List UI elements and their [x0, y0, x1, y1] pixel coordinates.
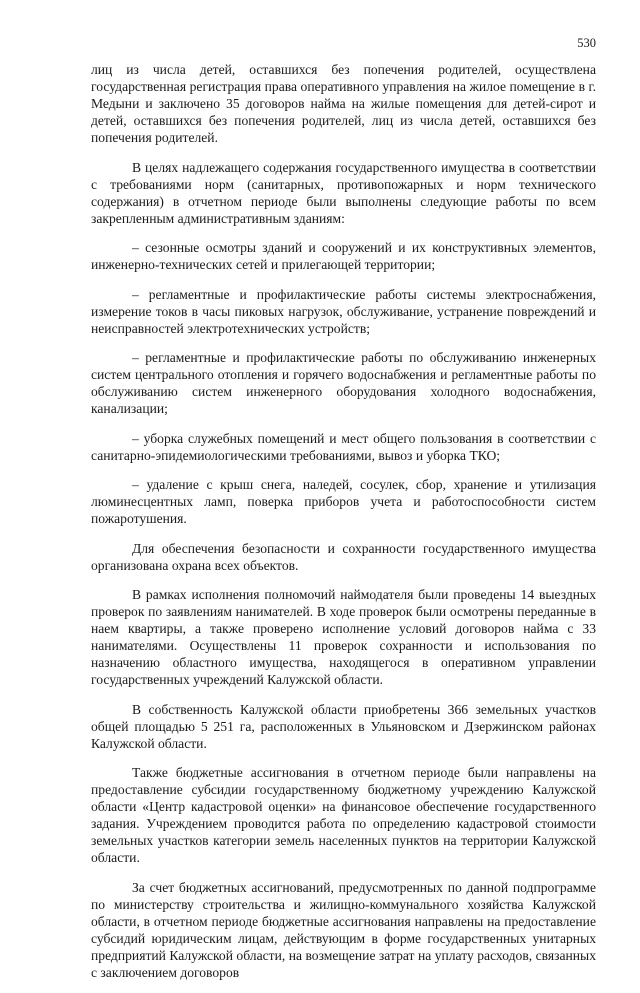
paragraph-inspections: В рамках исполнения полномочий наймодателя были проведены 14 выездных проверок по заявлениям нанимателей. В ходе проверок были осмотрены переданные в наем квартиры, а также проверено исполнение условий договоров найма с 33 нанимателями. Осуществлены 11 проверок сохранности и использования по назначению областного имущества, находящегося в оперативном управлении государственных учреждений Калужской области.: [91, 587, 596, 687]
paragraph-property-maintenance: В целях надлежащего содержания государственного имущества в соответствии с требованиями норм (санитарных, противопожарных и норм технического содержания) в отчетном периоде были выполнены следующие работы по всем закрепленным административным зданиям:: [91, 159, 596, 226]
page-number: 530: [577, 36, 596, 50]
document-body: [91, 61, 596, 993]
list-item-seasonal-inspections: – сезонные осмотры зданий и сооружений и их конструктивных элементов, инженерно-технических сетей и прилегающей территории;: [91, 240, 596, 272]
list-item-electrical-works: – регламентные и профилактические работы системы электроснабжения, измерение токов в часы пиковых нагрузок, обслуживание, устранение повреждений и неисправностей электротехнических устройств;: [91, 286, 596, 336]
paragraph-cadastral-subsidy: Также бюджетные ассигнования в отчетном периоде были направлены на предоставление субсидии государственному бюджетному учреждению Калужской области «Центр кадастровой оценки» на финансовое обеспечение государственного задания. Учреждением проводится работа по определению кадастровой стоимости земельных участков категории земель населенных пунктов на территории Калужской области.: [91, 765, 596, 865]
paragraph-budget-allocations: За счет бюджетных ассигнований, предусмотренных по данной подпрограмме по министерству строительства и жилищно-коммунального хозяйства Калужской области, в отчетном периоде бюджетные ассигнования направлены на предоставление субсидий юридическим лицам, действующим в форме государственных унитарных предприятий Калужской области, на возмещение затрат на уплату расходов, связанных с заключением договоров: [91, 879, 596, 980]
list-item-snow-removal: – удаление с крыш снега, наледей, сосулек, сбор, хранение и утилизация люминесцентных ламп, поверка приборов учета и работоспособности систем пожаротушения.: [91, 477, 596, 526]
list-item-heating-water-works: – регламентные и профилактические работы по обслуживанию инженерных систем центрального отопления и горячего водоснабжения и регламентные работы по обслуживанию систем инженерного оборудования холодного водоснабжения, канализации;: [91, 350, 596, 416]
paragraph-security: Для обеспечения безопасности и сохранности государственного имущества организована охрана всех объектов.: [91, 540, 596, 573]
list-item-cleaning: – уборка служебных помещений и мест общего пользования в соответствии с санитарно-эпидемиологическими требованиями, вывоз и уборка ТКО;: [91, 430, 596, 463]
paragraph-land-acquisition: В собственность Калужской области приобретены 366 земельных участков общей площадью 5 251 га, расположенных в Ульяновском и Дзержинском районах Калужской области.: [91, 701, 596, 751]
paragraph-orphans-housing: лиц из числа детей, оставшихся без попечения родителей, осуществлена государственная регистрация права оперативного управления на жилое помещение в г. Медыни и заключено 35 договоров найма на жилые помещения для детей-сирот и детей, оставшихся без попечения родителей, лиц из числа детей, оставшихся без попечения родителей.: [91, 62, 596, 145]
